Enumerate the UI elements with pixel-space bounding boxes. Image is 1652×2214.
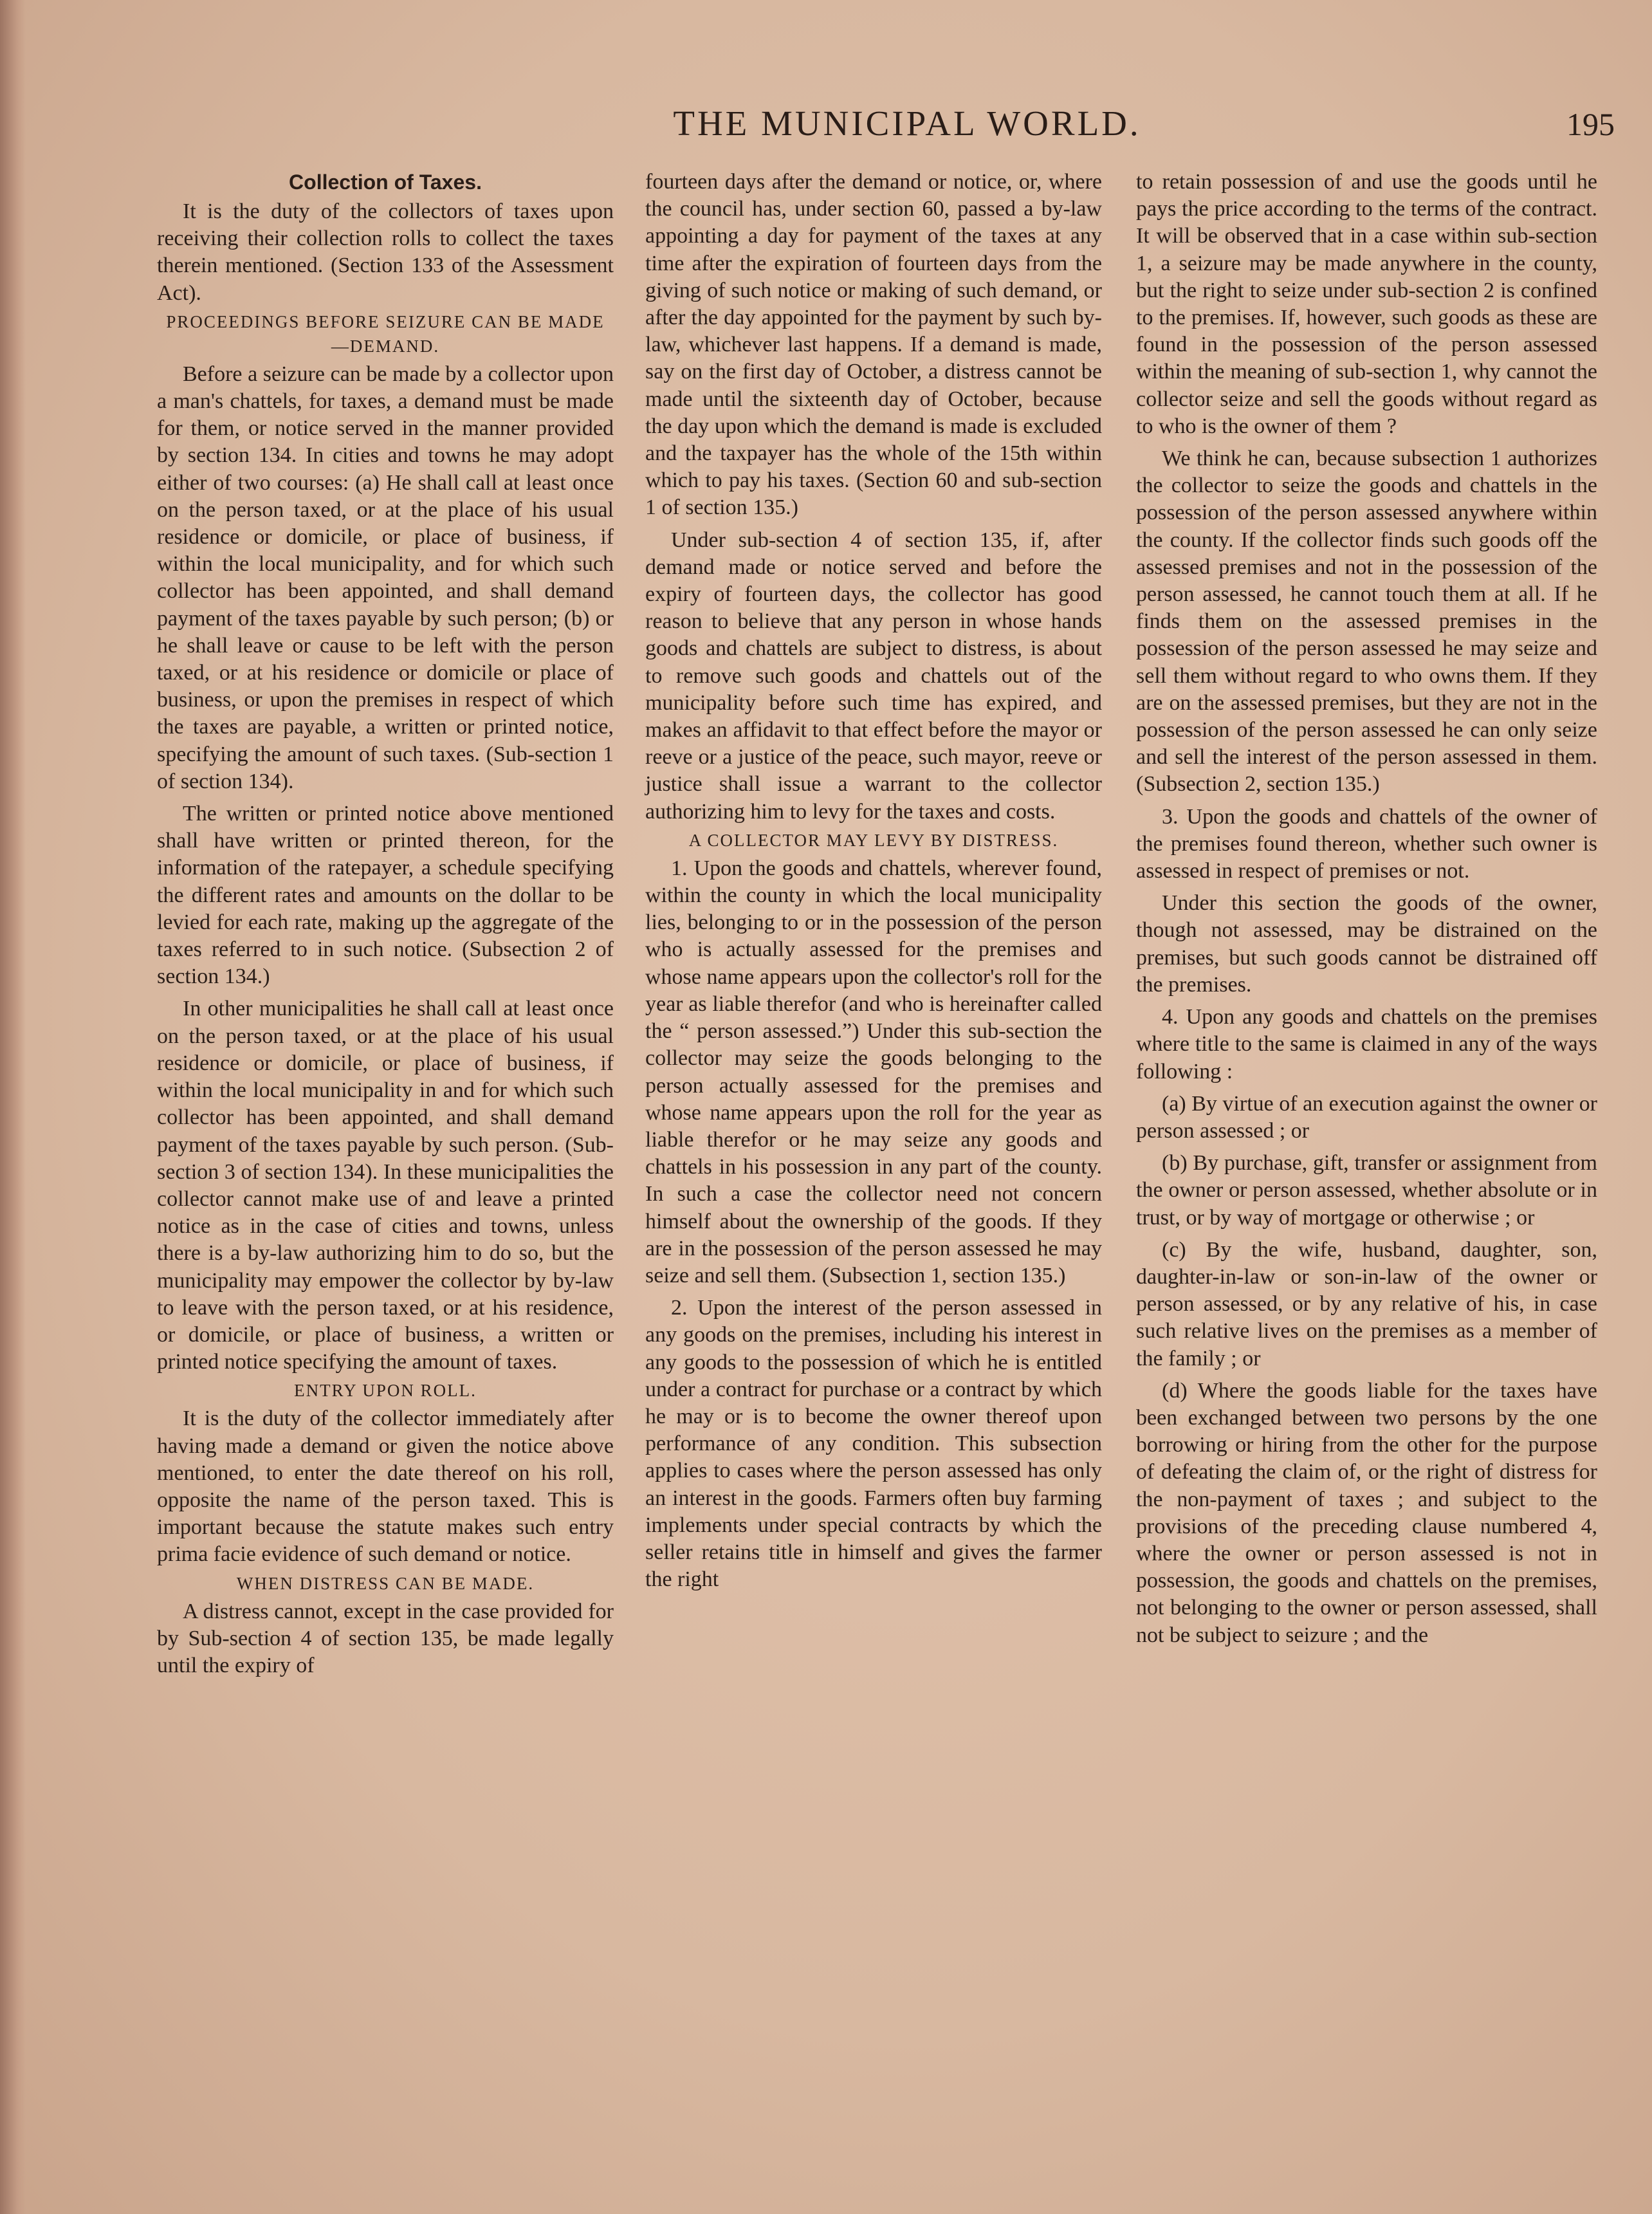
paragraph: Under sub-section 4 of section 135, if, after demand made or notice served and before the expiry of fourteen days, the collector has good reason to believe that any person in whose hands goods and chattels are subject to distress, is about to remove such goods and chattels out of the municipality before such time has expired, and makes an affidavit to that effect before the mayor or reeve or a justice of the peace, such mayor, reeve or justice shall issue a warrant to the collector authorizing him to levy for the taxes and costs. [645, 528, 1102, 824]
book-gutter [0, 0, 26, 2214]
paragraph: It is the duty of the collectors of taxes upon receiving their collection rolls to collect the taxes therein mentioned. (Section 133 of the Assessment Act). [157, 199, 614, 305]
paragraph: (d) Where the goods liable for the taxes have been exchanged between two persons by the one borrowing or hiring from the other for the purpose of defeating the claim of, or the right of distress for the non-payment of taxes ; and subject to the provisions of the preceding clause numbered 4, where the owner or person assessed is not in possession, the goods and chattels on the premises, not belonging to the owner or person assessed, shall not be subject to seizure ; and the [1136, 1378, 1597, 1647]
section-heading: ENTRY UPON ROLL. [294, 1381, 477, 1401]
paragraph: 4. Upon any goods and chattels on the premises where title to the same is claimed in any of the ways following : [1136, 1005, 1597, 1084]
paragraph: 1. Upon the goods and chattels, wherever found, within the county in which the local municipality lies, belonging to or in the possession of the person who is actually assessed for the premises and whose name appears upon the collector's roll for the year as liable therefor (and who is hereinafter called the “ person assessed.”) Under this sub-section the collector may seize the goods belonging to the person actually assessed for the premises and whose name appears upon the roll for the year as liable therefor or he may seize any goods and chattels in his possession in any part of the county. In such a case the collector need not concern himself about the ownership of the goods. If they are in the possession of the person assessed he may seize and sell them. (Subsection 1, section 135.) [645, 856, 1102, 1287]
masthead: THE MUNICIPAL WORLD. [673, 104, 1141, 143]
paragraph: 2. Upon the interest of the person assessed in any goods on the premises, including his interest in any goods to the possession of which he is entitled under a contract for purchase or a contract by which he may or is to become the owner thereof upon performance of any condition. This subsection applies to cases where the person assessed has only an interest in the goods. Farmers often buy farming implements under special contracts by which the seller retains title in himself and gives the farmer the right [645, 1296, 1102, 1592]
column-3 [1136, 169, 1597, 1649]
paragraph: Under this section the goods of the owner, though not assessed, may be distrained on the premises, but such goods cannot be distrained off the premises. [1136, 891, 1597, 997]
column-1 [157, 169, 614, 1679]
column-2 [645, 169, 1102, 1593]
paragraph: (c) By the wife, husband, daughter, son, daughter-in-law or son-in-law of the owner or person assessed, or by any relative of his, in case such relative lives on the premises as a member of the family ; or [1136, 1237, 1597, 1370]
paragraph: fourteen days after the demand or notice, or, where the council has, under section 60, passed a by-law appointing a day for payment of the taxes at any time after the expiration of fourteen days from the giving of such notice or making of such demand, or after the day appointed for the payment by such by-law, whichever last happens. If a demand is made, say on the first day of October, a distress cannot be made until the sixteenth day of October, because the day upon which the demand is made is excluded and the taxpayer has the whole of the 15th within which to pay his taxes. (Section 60 and sub-section 1 of section 135.) [645, 170, 1102, 520]
paragraph: The written or printed notice above mentioned shall have written or printed thereon, for the information of the ratepayer, a schedule specifying the different rates and amounts on the dollar to be levied for each rate, making up the aggregate of the taxes referred to in such notice. (Subsection 2 of section 134.) [157, 802, 614, 989]
paragraph: to retain possession of and use the goods until he pays the price according to the terms of the contract. It will be observed that in a case within sub-section 1, a seizure may be made anywhere in the county, but the right to seize under sub-section 2 is confined to the premises. If, however, such goods as these are found in the possession of the person assessed within the meaning of sub-section 1, why cannot the collector seize and sell the goods without regard as to who is the owner of them ? [1136, 170, 1597, 438]
paragraph: A distress cannot, except in the case provided for by Sub-section 4 of section 135, be made legally until the expiry of [157, 1599, 614, 1677]
paragraph: 3. Upon the goods and chattels of the owner of the premises found thereon, whether such owner is assessed in respect of premises or not. [1136, 804, 1597, 883]
paragraph: (b) By purchase, gift, transfer or assignment from the owner or person assessed, whether absolute or in trust, or by way of mortgage or otherwise ; or [1136, 1151, 1597, 1230]
section-heading: A COLLECTOR MAY LEVY BY DISTRESS. [688, 830, 1059, 850]
section-heading: PROCEEDINGS BEFORE SEIZURE CAN BE MADE—DEMAND. [166, 311, 605, 356]
article-title: Collection of Taxes. [289, 171, 482, 194]
paragraph: It is the duty of the collector immediately after having made a demand or given the notice above mentioned, to enter the date thereof on his roll, opposite the name of the person taxed. This is important because the statute makes such entry prima facie evidence of such demand or notice. [157, 1407, 614, 1567]
paragraph: (a) By virtue of an execution against the owner or person assessed ; or [1136, 1091, 1597, 1143]
paragraph: In other municipalities he shall call at least once on the person taxed, or at the place of his usual residence or domicile, or place of business, if within the local municipality in and for which such collector has been appointed, and shall demand payment of the taxes payable by such person. (Sub-section 3 of section 134). In these municipalities the collector cannot make use of and leave a printed notice as in the case of cities and towns, unless there is a by-law authorizing him to do so, but the municipality may empower the collector by by-law to leave with the person taxed, or at his residence, or domicile, or place of business, a written or printed notice specifying the amount of taxes. [157, 997, 614, 1374]
page-number: 195 [1566, 106, 1615, 142]
paragraph: We think he can, because subsection 1 authorizes the collector to seize the goods and chattels in the possession of the person assessed anywhere within the county. If the collector finds such goods off the assessed premises and not in the possession of the person assessed, he cannot touch them at all. If he finds them on the assessed premises in the possession of the person assessed he may seize and sell them without regard to who owns them. If they are on the assessed premises, but they are not in the possession of the person assessed he can only seize and sell the interest of the person assessed in them. (Subsection 2, section 135.) [1136, 447, 1597, 797]
paragraph: Before a seizure can be made by a collector upon a man's chattels, for taxes, a demand must be made for them, or notice served in the manner provided by section 134. In cities and towns he may adopt either of two courses: (a) He shall call at least once on the person taxed, or at the place of his usual residence or domicile, or place of business, if within the local municipality, and for which such collector has been appointed, and shall demand payment of the taxes payable by such person; (b) or he shall leave or cause to be left with the person taxed, or at his residence or domicile or place of business, or upon the premises in respect of which the taxes are payable, a written or printed notice, specifying the amount of such taxes. (Sub-section 1 of section 134). [157, 362, 614, 793]
page-header [0, 103, 1652, 154]
section-heading: WHEN DISTRESS CAN BE MADE. [236, 1573, 535, 1593]
